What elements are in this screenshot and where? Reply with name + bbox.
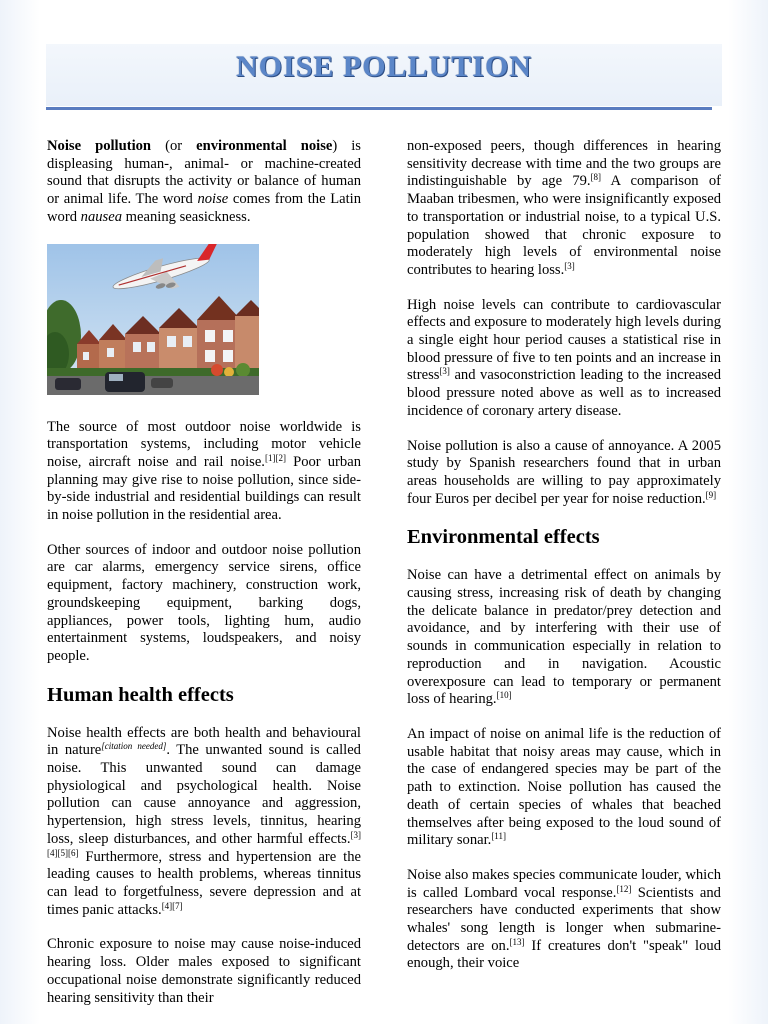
text-run: non-exposed peers, though differences in hearing sensitivity decrease with time and the two groups are indistinguishable by age 79. — [407, 138, 721, 190]
citation[interactable]: [3][4][5][6] — [47, 829, 361, 858]
citation[interactable]: [9] — [705, 489, 717, 500]
text-run: Noise can have a detrimental effect on animals by causing stress, increasing risk of death by changing the delicate balance in predator/prey detection and avoidance, and by interfering with their use of sounds in communication especially in relation to reproduction and in navigation. Acoustic overexposure can lead to temporary or permanent loss of hearing. — [407, 567, 721, 708]
text-run: ) is displeasing human-, animal- or machine-created sound that disrupts the activity or balance of human or animal life. The word — [47, 138, 361, 208]
paragraph — [407, 138, 721, 280]
text-run: . The unwanted sound is called noise. This unwanted sound can damage physiological and psychological health. Noise pollution can cause annoyance and aggression, hypertension, high stress levels, tinnitus, hearing loss, sleep disturbances, and other harmful effects. — [47, 742, 361, 847]
paragraph: Chronic exposure to noise may cause noise-induced hearing loss. Older males exposed to significant occupational noise demonstrate significantly reduced hearing sensitivity than their — [47, 936, 361, 1006]
paragraph: Other sources of indoor and outdoor noise pollution are car alarms, emergency service sirens, office equipment, factory machinery, construction work, groundskeeping equipment, barking dogs, appliances, power tools, lighting hum, audio entertainment systems, loudspeakers, and noisy people. — [47, 541, 361, 664]
title-rule — [46, 107, 712, 110]
paragraph — [47, 419, 361, 525]
paragraph — [407, 726, 721, 850]
page-title: NOISE POLLUTION — [236, 50, 532, 83]
citation[interactable]: [3] — [439, 366, 450, 377]
text-run: Noise health effects are both health and behavioural in nature — [47, 724, 361, 759]
citation[interactable]: [10] — [496, 690, 512, 701]
left-column — [47, 138, 361, 1024]
paragraph — [407, 438, 721, 509]
text-run: High noise levels can contribute to cardiovascular effects and exposure to moderately high levels during a single eight hour period causes a statistical rise in blood pressure of five to ten points and an increase in stress — [407, 296, 721, 384]
text-run: Scientists and researchers have conducted experiments that show whales' song length is longer when submarine-detectors are on. — [407, 884, 721, 954]
citation[interactable]: [4][7] — [161, 900, 183, 911]
text-run: comes from the Latin word — [47, 191, 361, 225]
section-heading-environmental-effects: Environmental effects — [407, 526, 600, 549]
section-heading-human-health: Human health effects — [47, 683, 234, 706]
intro-paragraph — [47, 138, 361, 227]
text-run: Noise pollution is also a cause of annoyance. A 2005 study by Spanish researchers found that in urban areas households are willing to pay approximately four Euros per decibel per year for noise reduction. — [407, 437, 721, 507]
text-run: The source of most outdoor noise worldwide is transportation systems, including motor vehicle noise, aircraft noise and rail noise. — [47, 418, 361, 470]
text-run: meaning seasickness. — [122, 208, 251, 225]
citation[interactable]: [11] — [491, 831, 506, 842]
citation[interactable]: [12] — [616, 883, 632, 894]
right-column — [407, 138, 721, 990]
citation[interactable]: [1][2] — [264, 452, 286, 463]
citation[interactable]: [13] — [509, 936, 525, 947]
text-run: An impact of noise on animal life is the reduction of usable habitat that noisy areas may cause, which in the case of endangered species may be part of the path to extinction. Noise pollution has caused the death of certain species of whales that beached themselves after being exposed to the loud sound of military sonar. — [407, 725, 721, 849]
citation[interactable]: [3] — [564, 260, 575, 271]
text-run: and vasoconstriction leading to the increased blood pressure noted above as well as to increased incidence of coronary artery disease. — [407, 367, 721, 419]
citation[interactable]: [8] — [590, 172, 602, 183]
term-noise: noise — [197, 191, 229, 208]
term-noise-pollution: Noise pollution — [47, 138, 152, 154]
airplane-over-houses-photo — [47, 244, 259, 395]
text-run: A comparison of Maaban tribesmen, who were insignificantly exposed to transportation or industrial noise, to a typical U.S. population showed that chronic exposure to moderately high levels of environmental noise contributes to hearing loss. — [407, 173, 721, 278]
paragraph — [407, 567, 721, 709]
citation-needed[interactable]: [citation needed] — [101, 741, 167, 752]
paragraph — [47, 725, 361, 920]
text-run: Furthermore, stress and hypertension are the leading causes to health problems, whereas tinnitus can lead to forgetfulness, severe depression and at times panic attacks. — [47, 848, 361, 918]
text-run: Poor urban planning may give rise to noise pollution, since side-by-side industrial and residential buildings can result in noise pollution in the residential area. — [47, 453, 361, 524]
text-run: (or — [151, 138, 197, 154]
term-nausea: nausea — [80, 208, 123, 225]
text-run: If creatures don't "speak" loud enough, their voice — [407, 937, 721, 972]
paragraph — [407, 867, 721, 973]
paragraph — [407, 297, 721, 421]
text-run: Noise also makes species communicate louder, which is called Lombard vocal response. — [407, 866, 721, 901]
term-environmental-noise: environmental noise — [196, 138, 333, 154]
